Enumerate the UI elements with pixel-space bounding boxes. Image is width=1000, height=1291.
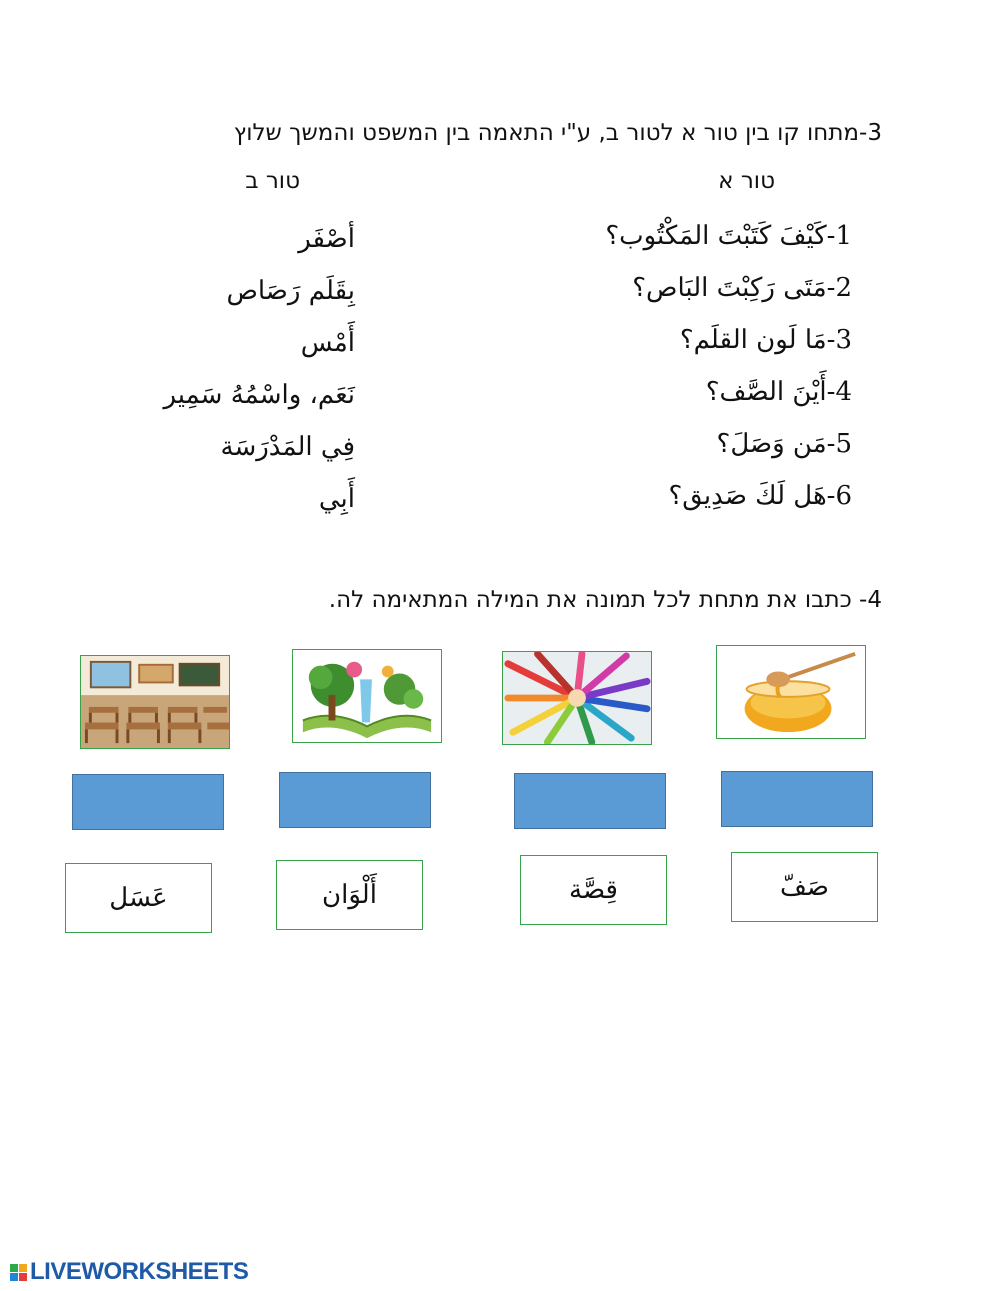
question-3[interactable]: 3-مَا لَون القلَم؟ (679, 325, 852, 355)
classroom-image (80, 655, 230, 749)
honey-jar-image (716, 645, 866, 739)
word-honey-text: عَسَل (109, 883, 168, 913)
answer-2[interactable]: بِقَلَم رَصَاص (226, 276, 355, 306)
answer-field-honey[interactable] (721, 771, 873, 827)
exercise-4-instruction: 4- כתבו את מתחת לכל תמונה את המילה המתאימה לה. (328, 587, 882, 613)
column-a-header: טור א (718, 168, 775, 194)
answer-field-classroom[interactable] (72, 774, 224, 830)
answer-3[interactable]: أَمْس (300, 328, 355, 358)
answer-4[interactable]: نَعَم، واسْمُهُ سَمِير (163, 380, 355, 410)
exercise-3-instruction: 3-מתחו קו בין טור א לטור ב, ע"י התאמה בין המשפט והמשך שלוץ (233, 120, 882, 146)
question-2[interactable]: 2-مَتَى رَكِبْتَ البَاص؟ (632, 273, 852, 303)
word-colors-text: أَلْوَان (322, 880, 377, 910)
answer-6[interactable]: أَبِي (318, 484, 355, 514)
liveworksheets-logo[interactable] (10, 1258, 248, 1286)
word-story (520, 855, 667, 925)
word-class (731, 852, 878, 922)
question-5[interactable]: 5-مَن وَصَلَ؟ (716, 429, 852, 459)
logo-mark-icon (10, 1264, 27, 1281)
column-b-header: טור ב (245, 168, 300, 194)
word-colors (276, 860, 423, 930)
answer-field-pencils[interactable] (514, 773, 666, 829)
answer-field-storybook[interactable] (279, 772, 431, 828)
storybook-image (292, 649, 442, 743)
question-1[interactable]: 1-كَيْفَ كَتَبْتَ المَكْتُوب؟ (605, 221, 852, 251)
colored-pencils-image (502, 651, 652, 745)
question-6[interactable]: 6-هَل لَكَ صَدِيق؟ (668, 481, 852, 511)
question-4[interactable]: 4-أَيْنَ الصَّف؟ (705, 377, 852, 407)
answer-5[interactable]: فِي المَدْرَسَة (220, 432, 355, 462)
word-class-text: صَفّ (780, 872, 829, 902)
word-story-text: قِصَّة (569, 875, 618, 905)
answer-1[interactable]: أصْفَر (298, 224, 355, 254)
word-honey (65, 863, 212, 933)
logo-text: LIVEWORKSHEETS (30, 1258, 249, 1285)
